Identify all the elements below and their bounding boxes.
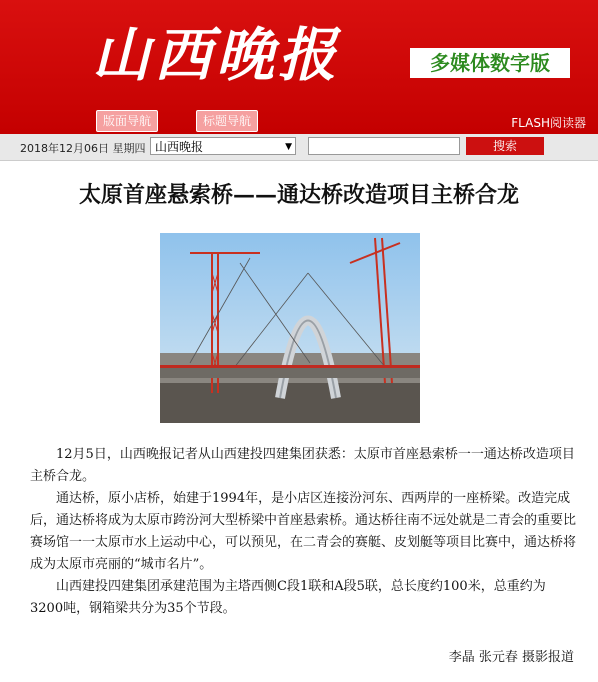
article-paragraph: 12月5日，山西晚报记者从山西建投四建集团获悉：太原市首座悬索桥一一通达桥改造项目主桥合龙。	[30, 447, 575, 484]
article-paragraph: 通达桥，原小店桥，始建于1994年，是小店区连接汾河东、西两岸的一座桥梁。改造完成后，通达桥将成为太原市跨汾河大型桥梁中首座悬索桥。通达桥往南不远处就是二青会的重要比赛场馆一一太原市水上运动中心，可以预见，在二青会的赛艇、皮划艇等项目比赛中，通达桥将成为太原市亮丽的“城市名片”。	[30, 491, 577, 572]
edition-badge	[410, 48, 570, 78]
bridge-photo	[160, 233, 420, 423]
newspaper-logo: 山西晚报	[92, 21, 341, 89]
article-paragraph: 山西建投四建集团承建范围为主塔西侧C段1联和A段5联，总长度约100米，总重约为3200吨，钢箱梁共分为35个节段。	[30, 579, 546, 616]
edition-label: 多媒体数字版	[430, 51, 550, 75]
paper-select-value: 山西晚报	[155, 140, 204, 154]
article-byline: 李晶 张元春 摄影报道	[448, 650, 574, 665]
paper-select[interactable]	[150, 137, 296, 155]
title-nav-button[interactable]: 标题导航	[196, 110, 258, 132]
flash-reader-link[interactable]: FLASH阅读器	[511, 116, 586, 130]
masthead	[0, 0, 598, 134]
article-headline: 太原首座悬索桥——通达桥改造项目主桥合龙	[78, 182, 519, 208]
search-button[interactable]: 搜索	[466, 137, 544, 155]
search-input[interactable]	[308, 137, 460, 155]
article-body	[30, 444, 578, 620]
search-bar	[0, 134, 598, 161]
page-nav-button[interactable]: 版面导航	[96, 110, 158, 132]
issue-date: 2018年12月06日 星期四	[20, 142, 146, 155]
chevron-down-icon: ▼	[285, 142, 292, 152]
